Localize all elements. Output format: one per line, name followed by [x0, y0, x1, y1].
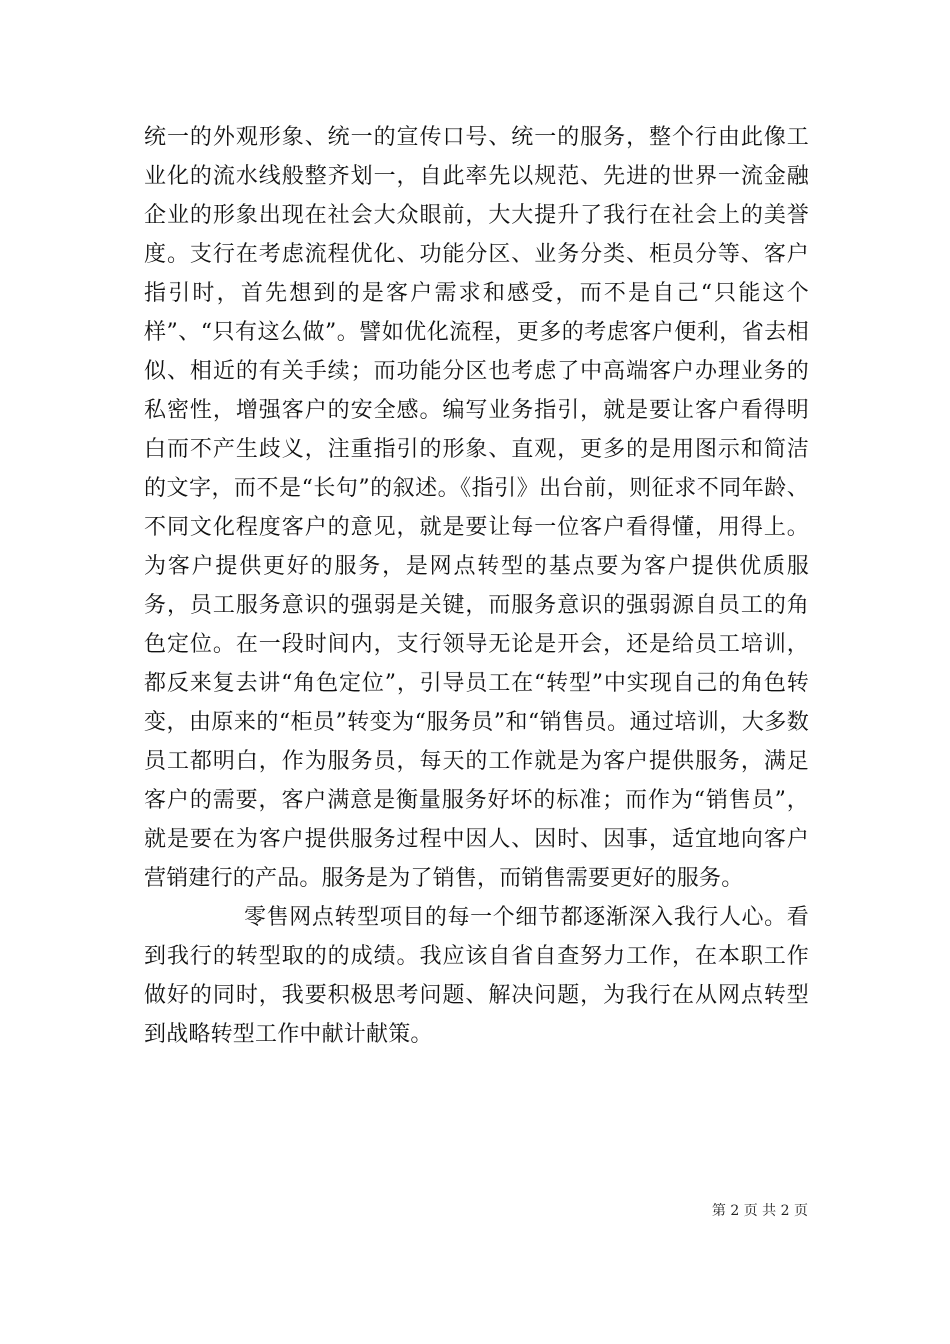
document-body	[144, 118, 809, 1054]
paragraph-1: 统一的外观形象、统一的宣传口号、统一的服务，整个行由此像工业化的流水线般整齐划一，自此率先以规范、先进的世界一流金融企业的形象出现在社会大众眼前，大大提升了我行在社会上的美誉度。支行在考虑流程优化、功能分区、业务分类、柜员分等、客户指引时，首先想到的是客户需求和感受，而不是自己“只能这个样”、“只有这么做”。譬如优化流程，更多的考虑客户便利，省去相似、相近的有关手续；而功能分区也考虑了中高端客户办理业务的私密性，增强客户的安全感。编写业务指引，就是要让客户看得明白而不产生歧义，注重指引的形象、直观，更多的是用图示和简洁的文字，而不是“长句”的叙述。《指引》出台前，则征求不同年龄、不同文化程度客户的意见，就是要让每一位客户看得懂，用得上。为客户提供更好的服务，是网点转型的基点要为客户提供优质服务，员工服务意识的强弱是关键，而服务意识的强弱源自员工的角色定位。在一段时间内，支行领导无论是开会，还是给员工培训，都反来复去讲“角色定位”，引导员工在“转型”中实现自己的角色转变，由原来的“柜员”转变为“服务员”和“销售员。通过培训，大多数员工都明白，作为服务员，每天的工作就是为客户提供服务，满足客户的需要，客户满意是衡量服务好坏的标准；而作为“销售员”，就是要在为客户提供服务过程中因人、因时、因事，适宜地向客户营销建行的产品。服务是为了销售，而销售需要更好的服务。	[144, 125, 809, 891]
paragraph-2: 零售网点转型项目的每一个细节都逐渐深入我行人心。看到我行的转型取的的成绩。我应该自省自查努力工作，在本职工作做好的同时，我要积极思考问题、解决问题，为我行在从网点转型到战略转型工作中献计献策。	[144, 905, 809, 1047]
page-number-footer: 第 2 页 共 2 页	[711, 1203, 808, 1219]
